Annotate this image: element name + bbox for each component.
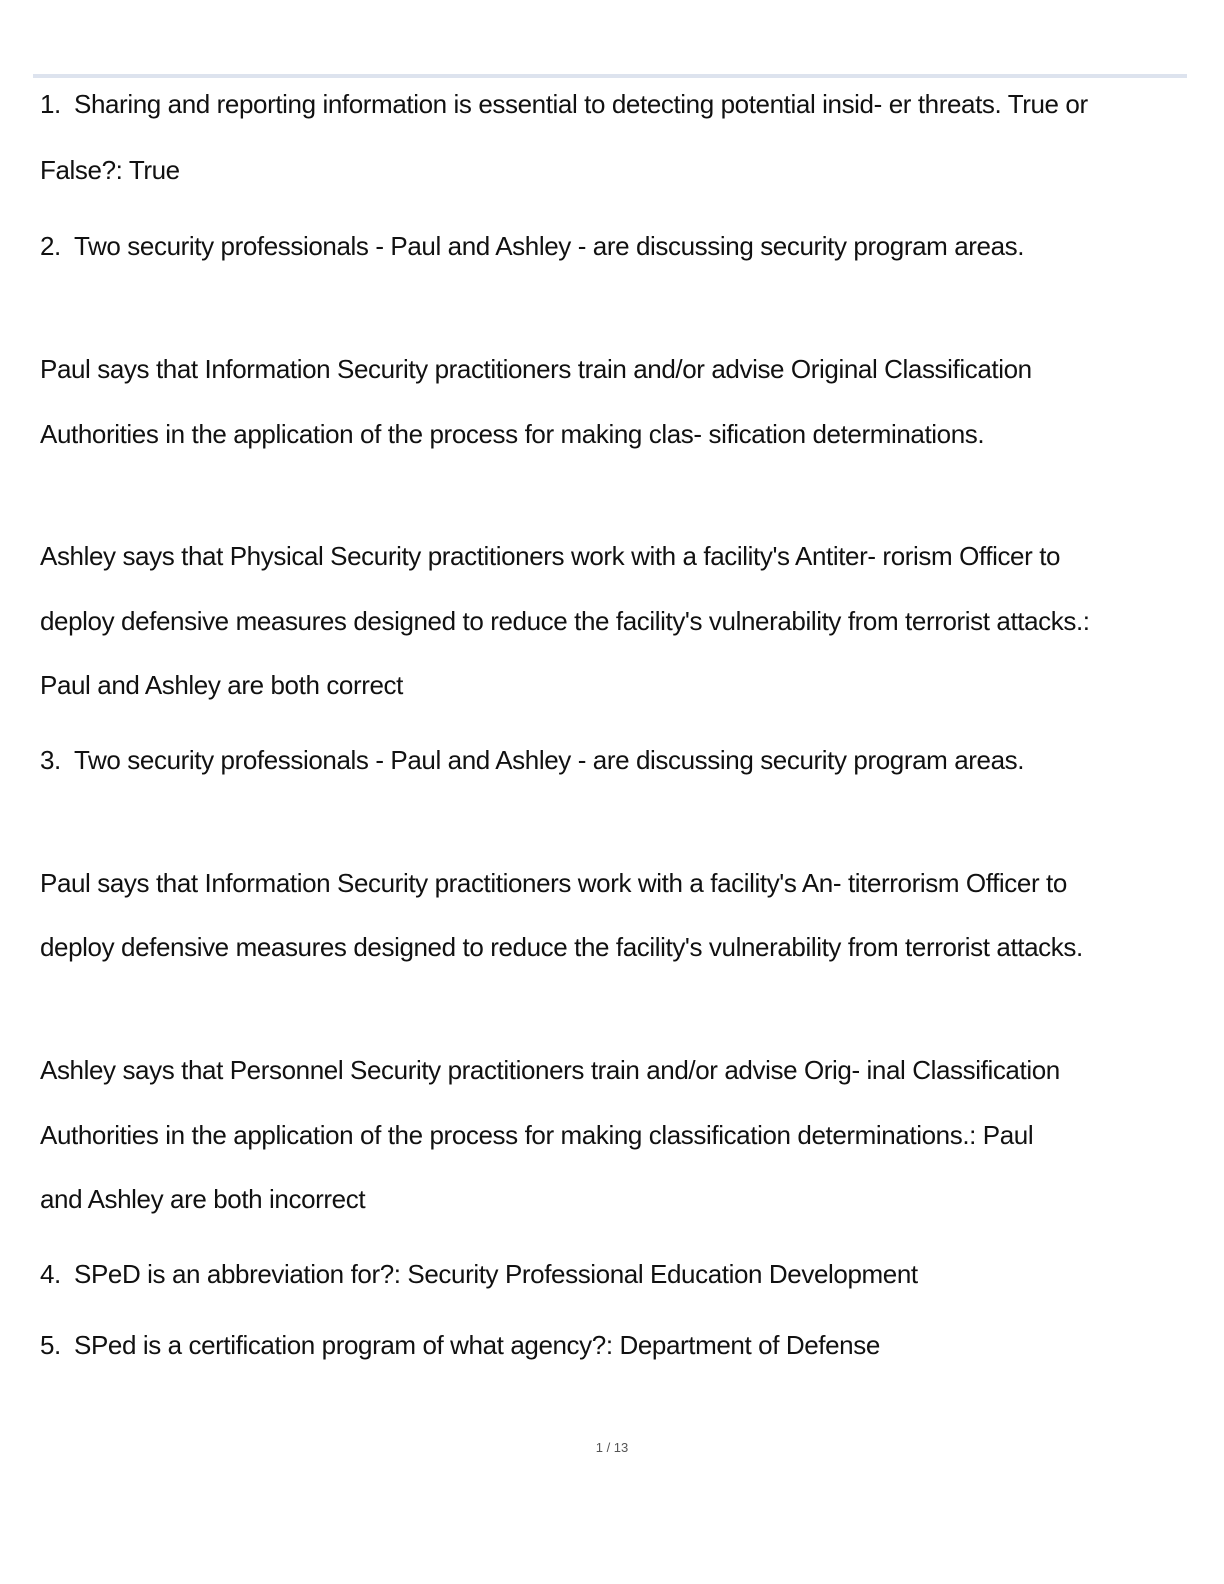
page-number: 1 / 13	[595, 1440, 629, 1455]
item-2-ashley-line-1: Ashley says that Physical Security practitioners work with a facility's Antiter- rorism Officer to	[40, 541, 1061, 571]
item-2-line-1	[40, 230, 1024, 262]
item-5-text: SPed is a certification program of what agency?: Department of Defense	[74, 1330, 880, 1360]
item-4-line-1	[40, 1258, 918, 1290]
item-5-number: 5.	[40, 1330, 61, 1360]
item-1-number: 1.	[40, 89, 61, 119]
item-2-paul-line-1: Paul says that Information Security practitioners train and/or advise Original Classification	[40, 354, 1032, 384]
item-2-number: 2.	[40, 231, 61, 261]
item-1-line-1	[40, 88, 1088, 120]
item-4-number: 4.	[40, 1259, 61, 1289]
item-2-paul-line-2: Authorities in the application of the process for making clas- sification determinations.	[40, 419, 985, 449]
item-4-text: SPeD is an abbreviation for?: Security Professional Education Development	[74, 1259, 918, 1289]
item-2-ashley-line-2: deploy defensive measures designed to reduce the facility's vulnerability from terrorist attacks.:	[40, 606, 1090, 636]
item-5-line-1	[40, 1329, 880, 1361]
header-rule	[33, 74, 1187, 78]
item-3-line-1	[40, 744, 1024, 776]
item-1-line-2: False?: True	[40, 155, 180, 185]
item-3-ashley-line-1: Ashley says that Personnel Security practitioners train and/or advise Orig- inal Classification	[40, 1055, 1060, 1085]
item-3-paul-line-1: Paul says that Information Security practitioners work with a facility's An- titerrorism Officer to	[40, 868, 1067, 898]
item-3-ashley-line-2: Authorities in the application of the process for making classification determinations.: Paul	[40, 1120, 1034, 1150]
item-2-text: Two security professionals - Paul and Ashley - are discussing security program areas.	[74, 231, 1025, 261]
item-2-answer: Paul and Ashley are both correct	[40, 670, 403, 700]
item-1-text: Sharing and reporting information is essential to detecting potential insid- er threats. True or	[74, 89, 1088, 119]
item-3-number: 3.	[40, 745, 61, 775]
item-3-text: Two security professionals - Paul and Ashley - are discussing security program areas.	[74, 745, 1025, 775]
item-3-paul-line-2: deploy defensive measures designed to reduce the facility's vulnerability from terrorist attacks.	[40, 932, 1083, 962]
item-3-answer: and Ashley are both incorrect	[40, 1184, 366, 1214]
